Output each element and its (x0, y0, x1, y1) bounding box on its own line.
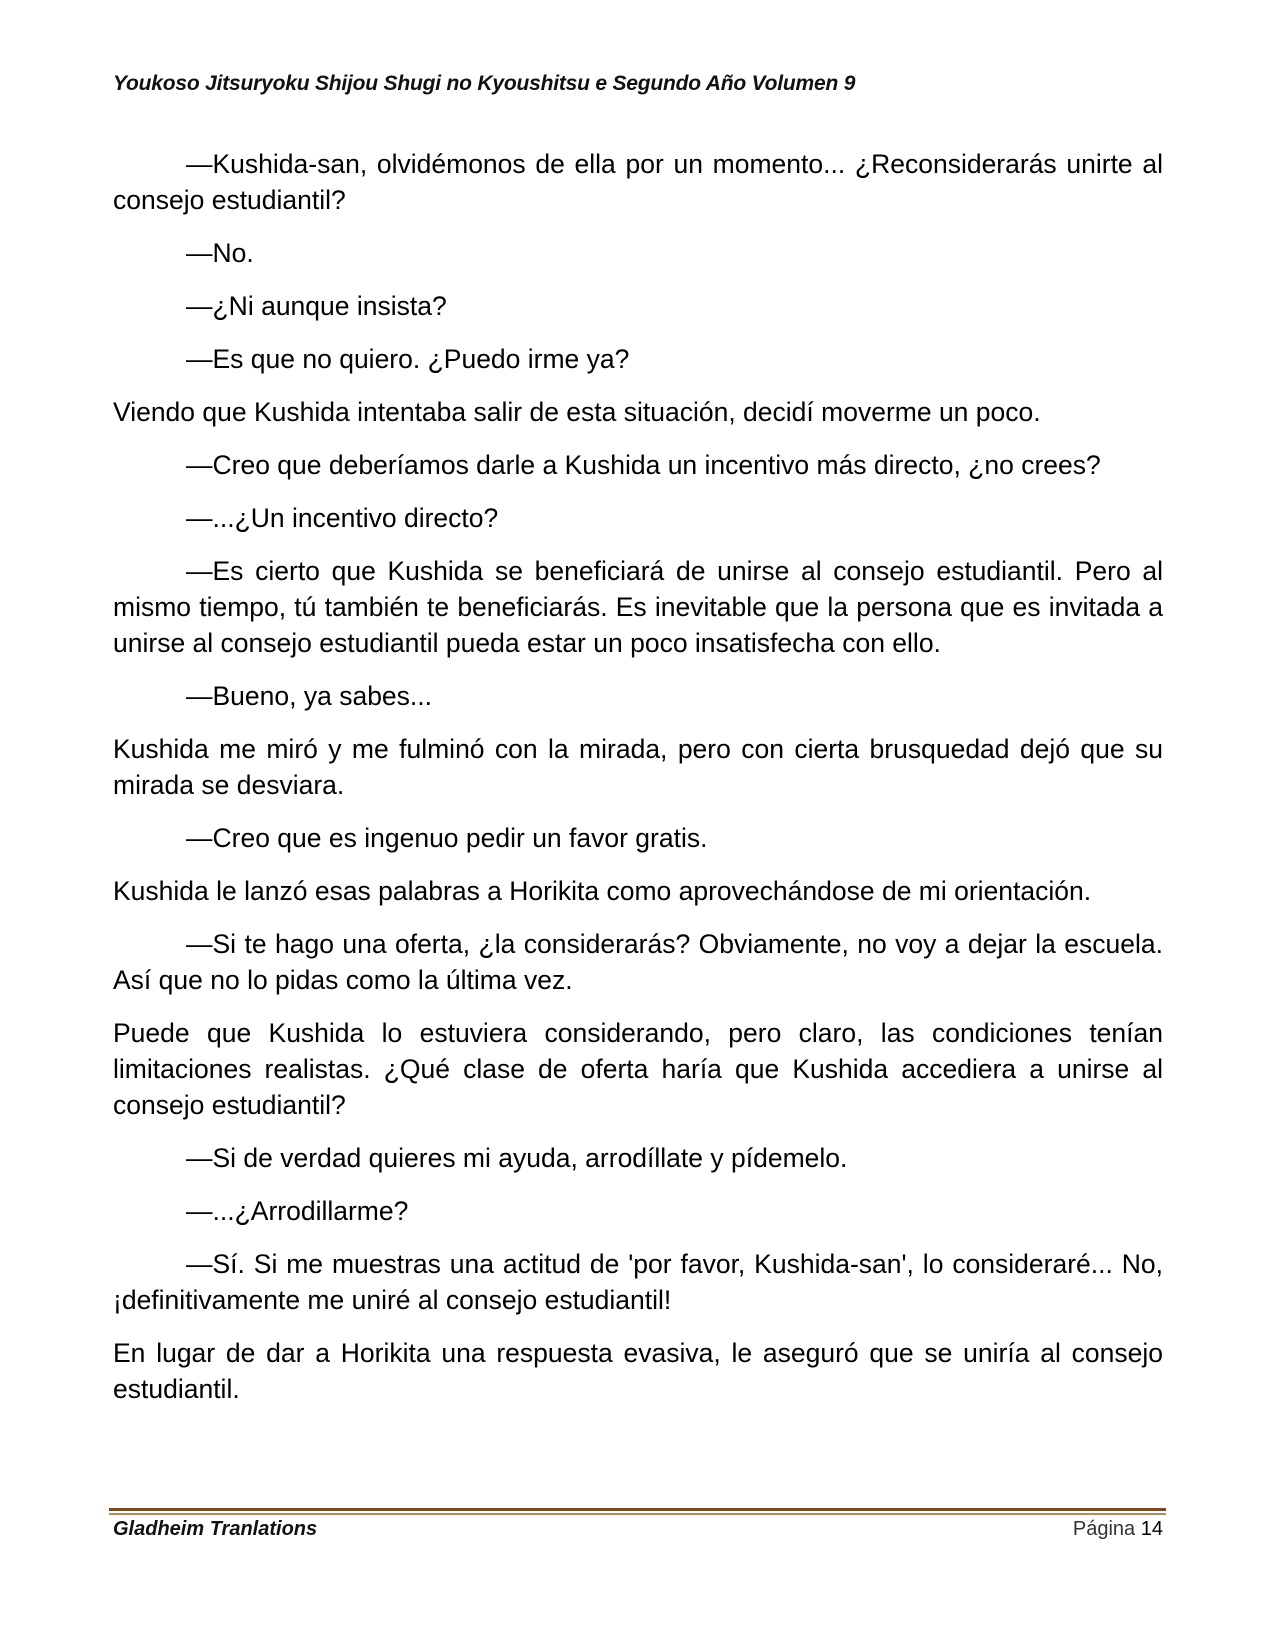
footer-credit: Gladheim Tranlations (113, 1518, 318, 1540)
paragraph-9: —Bueno, ya sabes... (186, 681, 433, 711)
paragraph-15: —Si de verdad quieres mi ayuda, arrodíllate y pídemelo. (186, 1143, 848, 1173)
paragraph-17: —Sí. Si me muestras una actitud de 'por favor, Kushida-san', lo consideraré... No, ¡definitivamente me uniré al consejo estudiantil! (113, 1249, 1163, 1315)
paragraph-2: —No. (186, 238, 254, 268)
body-text (113, 146, 1163, 1424)
footer-rule (109, 1508, 1166, 1515)
paragraph-5: Viendo que Kushida intentaba salir de esta situación, decidí moverme un poco. (113, 397, 1041, 427)
page-number (1073, 1518, 1163, 1541)
footer-rule-light (109, 1513, 1166, 1515)
paragraph-1: —Kushida-san, olvidémonos de ella por un momento... ¿Reconsiderarás unirte al consejo estudiantil? (113, 149, 1163, 215)
paragraph-3: —¿Ni aunque insista? (186, 291, 447, 321)
paragraph-7: —...¿Un incentivo directo? (186, 503, 499, 533)
paragraph-8: —Es cierto que Kushida se beneficiará de unirse al consejo estudiantil. Pero al mismo tiempo, tú también te beneficiarás. Es inevitable que la persona que es invitada a unirse al consejo estudiantil pueda estar un poco insatisfecha con ello. (113, 556, 1163, 658)
footer-rule-dark (109, 1508, 1166, 1511)
paragraph-11: —Creo que es ingenuo pedir un favor gratis. (186, 823, 708, 853)
paragraph-4: —Es que no quiero. ¿Puedo irme ya? (186, 344, 630, 374)
paragraph-14: Puede que Kushida lo estuviera considerando, pero claro, las condiciones tenían limitaciones realistas. ¿Qué clase de oferta haría que Kushida accediera a unirse al consejo estudiantil? (113, 1018, 1163, 1120)
paragraph-18: En lugar de dar a Horikita una respuesta evasiva, le aseguró que se uniría al consejo estudiantil. (113, 1338, 1163, 1404)
paragraph-6: —Creo que deberíamos darle a Kushida un incentivo más directo, ¿no crees? (186, 450, 1101, 480)
paragraph-13: —Si te hago una oferta, ¿la considerarás? Obviamente, no voy a dejar la escuela. Así que no lo pidas como la última vez. (113, 929, 1163, 995)
page-label: Página (1072, 1518, 1136, 1540)
paragraph-12: Kushida le lanzó esas palabras a Horikita como aprovechándose de mi orientación. (113, 876, 1092, 906)
page-number-value: 14 (1140, 1518, 1163, 1540)
running-header: Youkoso Jitsuryoku Shijou Shugi no Kyoushitsu e Segundo Año Volumen 9 (113, 72, 856, 95)
paragraph-10: Kushida me miró y me fulminó con la mirada, pero con cierta brusquedad dejó que su mirada se desviara. (113, 734, 1163, 800)
paragraph-16: —...¿Arrodillarme? (186, 1196, 409, 1226)
